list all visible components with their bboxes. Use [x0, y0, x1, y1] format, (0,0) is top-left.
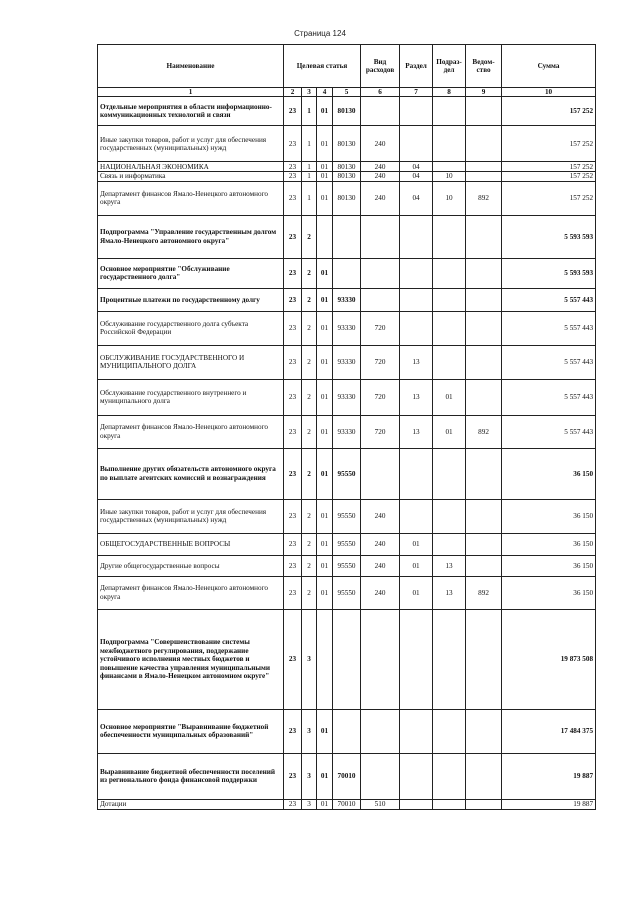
amount: 5 593 593 — [502, 258, 596, 288]
department — [466, 379, 502, 415]
subsection — [433, 162, 466, 172]
target-subprogram: 3 — [302, 753, 317, 799]
column-number: 10 — [502, 88, 596, 97]
amount: 36 150 — [502, 499, 596, 533]
target-program: 23 — [284, 533, 302, 555]
row-name: Обслуживание государственного долга субъекта Российской Федерации — [98, 311, 284, 345]
table-row — [98, 162, 596, 172]
amount: 157 252 — [502, 126, 596, 162]
section — [400, 709, 433, 753]
target-event: 01 — [317, 162, 333, 172]
header-section: Раздел — [400, 45, 433, 88]
target-subprogram: 2 — [302, 311, 317, 345]
target-program: 23 — [284, 162, 302, 172]
header-row — [98, 45, 596, 88]
target-program: 23 — [284, 609, 302, 709]
table-row — [98, 576, 596, 609]
target-subprogram: 2 — [302, 258, 317, 288]
section: 04 — [400, 172, 433, 181]
table-row — [98, 799, 596, 809]
target-event: 01 — [317, 258, 333, 288]
column-number: 3 — [302, 88, 317, 97]
target-subprogram: 2 — [302, 448, 317, 499]
amount: 157 252 — [502, 162, 596, 172]
target-direction: 93330 — [333, 345, 361, 379]
expense-type: 720 — [361, 345, 400, 379]
table-row — [98, 97, 596, 126]
row-name: Департамент финансов Ямало-Ненецкого автономного округа — [98, 415, 284, 448]
department — [466, 555, 502, 576]
expense-type — [361, 753, 400, 799]
department — [466, 448, 502, 499]
table-row — [98, 709, 596, 753]
section — [400, 499, 433, 533]
department — [466, 753, 502, 799]
target-direction — [333, 609, 361, 709]
amount: 157 252 — [502, 97, 596, 126]
target-direction: 93330 — [333, 379, 361, 415]
target-program: 23 — [284, 288, 302, 311]
amount: 19 887 — [502, 799, 596, 809]
subsection — [433, 215, 466, 258]
section: 04 — [400, 162, 433, 172]
subsection — [433, 609, 466, 709]
column-number: 4 — [317, 88, 333, 97]
section — [400, 311, 433, 345]
row-name: Выполнение других обязательств автономного округа по выплате агентских комиссий и вознаграждения — [98, 448, 284, 499]
target-program: 23 — [284, 499, 302, 533]
amount: 157 252 — [502, 181, 596, 215]
expense-type: 240 — [361, 162, 400, 172]
target-subprogram: 1 — [302, 181, 317, 215]
department — [466, 215, 502, 258]
target-event: 01 — [317, 533, 333, 555]
table-row — [98, 499, 596, 533]
table-row — [98, 258, 596, 288]
subsection: 13 — [433, 555, 466, 576]
row-name: Подпрограмма "Совершенствование системы межбюджетного регулирования, поддержание устойчивого исполнения местных бюджетов и повышение качества управления муниципальными финансами в Ямало-Ненецком автономном округе" — [98, 609, 284, 709]
target-event: 01 — [317, 181, 333, 215]
department — [466, 345, 502, 379]
header-subsection: Подраз-дел — [433, 45, 466, 88]
department — [466, 709, 502, 753]
target-direction: 80130 — [333, 172, 361, 181]
target-direction — [333, 215, 361, 258]
section — [400, 97, 433, 126]
section — [400, 799, 433, 809]
row-name: Обслуживание государственного внутреннего и муниципального долга — [98, 379, 284, 415]
target-direction — [333, 258, 361, 288]
row-name: Выравнивание бюджетной обеспеченности поселений из регионального фонда финансовой поддержки — [98, 753, 284, 799]
target-program: 23 — [284, 126, 302, 162]
amount: 5 557 443 — [502, 415, 596, 448]
target-program: 23 — [284, 448, 302, 499]
target-program: 23 — [284, 258, 302, 288]
target-subprogram: 3 — [302, 709, 317, 753]
table-row — [98, 533, 596, 555]
section: 13 — [400, 415, 433, 448]
amount: 5 557 443 — [502, 345, 596, 379]
target-subprogram: 2 — [302, 533, 317, 555]
row-name: Связь и информатика — [98, 172, 284, 181]
target-direction: 95550 — [333, 533, 361, 555]
row-name: Департамент финансов Ямало-Ненецкого автономного округа — [98, 181, 284, 215]
expense-type: 720 — [361, 415, 400, 448]
section — [400, 215, 433, 258]
target-program: 23 — [284, 799, 302, 809]
table-row — [98, 172, 596, 181]
section — [400, 609, 433, 709]
target-program: 23 — [284, 379, 302, 415]
subsection — [433, 799, 466, 809]
table-body — [98, 97, 596, 809]
amount: 157 252 — [502, 172, 596, 181]
header-expense-type: Вид расходов — [361, 45, 400, 88]
target-event: 01 — [317, 126, 333, 162]
target-subprogram: 2 — [302, 345, 317, 379]
target-direction: 93330 — [333, 288, 361, 311]
target-event: 01 — [317, 448, 333, 499]
target-program: 23 — [284, 215, 302, 258]
section — [400, 288, 433, 311]
amount: 36 150 — [502, 533, 596, 555]
column-number: 2 — [284, 88, 302, 97]
column-number: 7 — [400, 88, 433, 97]
row-name: ОБСЛУЖИВАНИЕ ГОСУДАРСТВЕННОГО И МУНИЦИПАЛЬНОГО ДОЛГА — [98, 345, 284, 379]
expense-type: 510 — [361, 799, 400, 809]
expense-type — [361, 448, 400, 499]
subsection — [433, 311, 466, 345]
expense-type: 240 — [361, 499, 400, 533]
department — [466, 97, 502, 126]
expense-type — [361, 97, 400, 126]
target-subprogram: 2 — [302, 576, 317, 609]
row-name: Иные закупки товаров, работ и услуг для обеспечения государственных (муниципальных) нужд — [98, 126, 284, 162]
target-event — [317, 215, 333, 258]
row-name: Департамент финансов Ямало-Ненецкого автономного округа — [98, 576, 284, 609]
column-number: 9 — [466, 88, 502, 97]
row-name: ОБЩЕГОСУДАРСТВЕННЫЕ ВОПРОСЫ — [98, 533, 284, 555]
table-row — [98, 379, 596, 415]
row-name: Дотации — [98, 799, 284, 809]
target-direction: 80130 — [333, 181, 361, 215]
column-number-row — [98, 88, 596, 97]
section — [400, 258, 433, 288]
expense-type — [361, 215, 400, 258]
target-subprogram: 3 — [302, 609, 317, 709]
target-subprogram: 2 — [302, 215, 317, 258]
subsection — [433, 533, 466, 555]
subsection — [433, 288, 466, 311]
subsection — [433, 258, 466, 288]
subsection — [433, 126, 466, 162]
header-target: Целевая статья — [284, 45, 361, 88]
table-row — [98, 288, 596, 311]
target-event: 01 — [317, 499, 333, 533]
header-name: Наименование — [98, 45, 284, 88]
table-row — [98, 311, 596, 345]
target-program: 23 — [284, 709, 302, 753]
expense-type: 240 — [361, 181, 400, 215]
expense-type: 720 — [361, 311, 400, 345]
target-event: 01 — [317, 709, 333, 753]
amount: 5 557 443 — [502, 379, 596, 415]
section: 04 — [400, 181, 433, 215]
subsection — [433, 499, 466, 533]
target-event: 01 — [317, 288, 333, 311]
target-event: 01 — [317, 555, 333, 576]
amount: 36 150 — [502, 576, 596, 609]
subsection — [433, 709, 466, 753]
amount: 19 873 508 — [502, 609, 596, 709]
department — [466, 609, 502, 709]
department: 892 — [466, 576, 502, 609]
target-direction: 93330 — [333, 415, 361, 448]
header-department: Ведом-ство — [466, 45, 502, 88]
department — [466, 799, 502, 809]
expense-type — [361, 709, 400, 753]
target-direction: 70010 — [333, 753, 361, 799]
expense-type: 240 — [361, 172, 400, 181]
row-name: Отдельные мероприятия в области информационно-коммуникационных технологий и связи — [98, 97, 284, 126]
department — [466, 126, 502, 162]
amount: 5 557 443 — [502, 311, 596, 345]
target-direction — [333, 709, 361, 753]
section: 01 — [400, 533, 433, 555]
target-subprogram: 1 — [302, 172, 317, 181]
subsection — [433, 448, 466, 499]
header-amount: Сумма — [502, 45, 596, 88]
table-row — [98, 753, 596, 799]
subsection — [433, 345, 466, 379]
department: 892 — [466, 181, 502, 215]
amount: 19 887 — [502, 753, 596, 799]
target-event: 01 — [317, 97, 333, 126]
page-label: Страница 124 — [294, 29, 346, 38]
target-program: 23 — [284, 753, 302, 799]
subsection: 01 — [433, 415, 466, 448]
target-program: 23 — [284, 97, 302, 126]
department: 892 — [466, 415, 502, 448]
subsection: 01 — [433, 379, 466, 415]
target-program: 23 — [284, 415, 302, 448]
table-row — [98, 415, 596, 448]
target-subprogram: 1 — [302, 162, 317, 172]
expense-type: 720 — [361, 379, 400, 415]
target-direction: 80130 — [333, 162, 361, 172]
subsection: 13 — [433, 576, 466, 609]
target-program: 23 — [284, 181, 302, 215]
section: 01 — [400, 555, 433, 576]
target-event: 01 — [317, 576, 333, 609]
target-program: 23 — [284, 311, 302, 345]
department — [466, 258, 502, 288]
table-row — [98, 448, 596, 499]
expense-type: 240 — [361, 555, 400, 576]
department — [466, 311, 502, 345]
target-event: 01 — [317, 799, 333, 809]
section — [400, 753, 433, 799]
subsection — [433, 753, 466, 799]
row-name: Иные закупки товаров, работ и услуг для обеспечения государственных (муниципальных) нужд — [98, 499, 284, 533]
target-event: 01 — [317, 311, 333, 345]
column-number: 8 — [433, 88, 466, 97]
expense-type — [361, 258, 400, 288]
target-program: 23 — [284, 345, 302, 379]
department — [466, 288, 502, 311]
row-name: Основное мероприятие "Обслуживание государственного долга" — [98, 258, 284, 288]
subsection: 10 — [433, 172, 466, 181]
section: 13 — [400, 345, 433, 379]
target-program: 23 — [284, 172, 302, 181]
table-row — [98, 345, 596, 379]
subsection: 10 — [433, 181, 466, 215]
target-program: 23 — [284, 576, 302, 609]
target-program: 23 — [284, 555, 302, 576]
target-subprogram: 1 — [302, 126, 317, 162]
row-name: Основное мероприятие "Выравнивание бюджетной обеспеченности муниципальных образований" — [98, 709, 284, 753]
target-event: 01 — [317, 753, 333, 799]
expense-type — [361, 288, 400, 311]
row-name: НАЦИОНАЛЬНАЯ ЭКОНОМИКА — [98, 162, 284, 172]
table-row — [98, 609, 596, 709]
target-direction: 70010 — [333, 799, 361, 809]
section — [400, 126, 433, 162]
target-subprogram: 3 — [302, 799, 317, 809]
department — [466, 499, 502, 533]
target-direction: 93330 — [333, 311, 361, 345]
amount: 36 150 — [502, 555, 596, 576]
amount: 36 150 — [502, 448, 596, 499]
row-name: Подпрограмма "Управление государственным долгом Ямало-Ненецкого автономного округа" — [98, 215, 284, 258]
target-direction: 95550 — [333, 499, 361, 533]
table-row — [98, 555, 596, 576]
target-direction: 95550 — [333, 448, 361, 499]
target-subprogram: 2 — [302, 288, 317, 311]
target-direction: 95550 — [333, 576, 361, 609]
target-event: 01 — [317, 415, 333, 448]
table-row — [98, 181, 596, 215]
target-subprogram: 2 — [302, 555, 317, 576]
amount: 5 557 443 — [502, 288, 596, 311]
table-row — [98, 126, 596, 162]
target-direction: 80130 — [333, 97, 361, 126]
department — [466, 172, 502, 181]
target-subprogram: 2 — [302, 499, 317, 533]
target-direction: 80130 — [333, 126, 361, 162]
budget-table — [97, 44, 596, 810]
department — [466, 162, 502, 172]
column-number: 1 — [98, 88, 284, 97]
target-subprogram: 2 — [302, 379, 317, 415]
expense-type: 240 — [361, 126, 400, 162]
target-direction: 95550 — [333, 555, 361, 576]
section: 01 — [400, 576, 433, 609]
expense-type: 240 — [361, 533, 400, 555]
department — [466, 533, 502, 555]
section — [400, 448, 433, 499]
column-number: 5 — [333, 88, 361, 97]
section: 13 — [400, 379, 433, 415]
target-subprogram: 1 — [302, 97, 317, 126]
subsection — [433, 97, 466, 126]
target-event: 01 — [317, 172, 333, 181]
target-subprogram: 2 — [302, 415, 317, 448]
column-number: 6 — [361, 88, 400, 97]
target-event: 01 — [317, 345, 333, 379]
amount: 17 484 375 — [502, 709, 596, 753]
expense-type: 240 — [361, 576, 400, 609]
row-name: Процентные платежи по государственному долгу — [98, 288, 284, 311]
amount: 5 593 593 — [502, 215, 596, 258]
target-event: 01 — [317, 379, 333, 415]
target-event — [317, 609, 333, 709]
expense-type — [361, 609, 400, 709]
table-row — [98, 215, 596, 258]
row-name: Другие общегосударственные вопросы — [98, 555, 284, 576]
